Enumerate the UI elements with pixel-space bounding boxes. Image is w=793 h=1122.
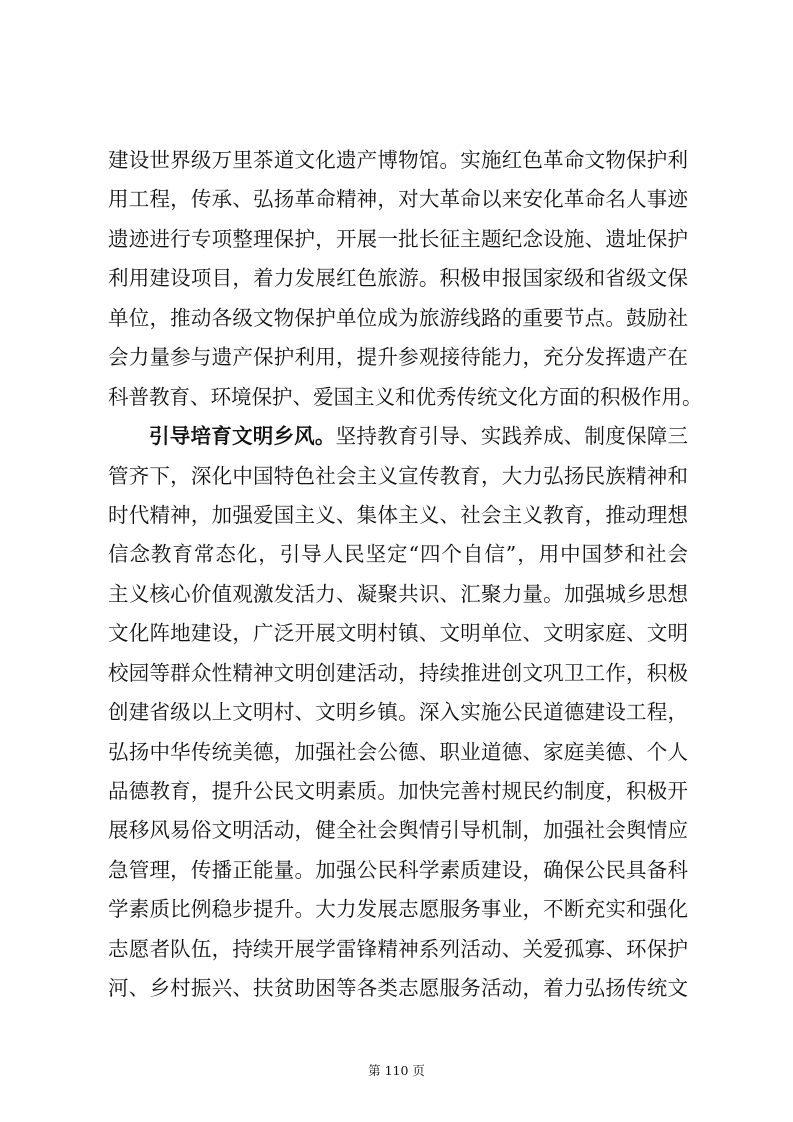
text-line: 遗迹进行专项整理保护，开展一批长征主题纪念设施、遗址保护: [108, 226, 688, 251]
text-line: 信念教育常态化，引导人民坚定“四个自信”，用中国梦和社会: [108, 542, 688, 567]
page-number: 第 110 页: [368, 1063, 425, 1078]
text-line: 管齐下，深化中国特色社会主义宣传教育，大力弘扬民族精神和: [108, 463, 688, 488]
text-line: 学素质比例稳步提升。大力发展志愿服务事业，不断充实和强化: [108, 897, 688, 922]
text-line: 单位，推动各级文物保护单位成为旅游线路的重要节点。鼓励社: [108, 305, 688, 330]
text-line: 校园等群众性精神文明创建活动，持续推进创文巩卫工作，积极: [108, 660, 688, 685]
text-line: 时代精神，加强爱国主义、集体主义、社会主义教育，推动理想: [108, 502, 688, 527]
text-line: 科普教育、环境保护、爱国主义和优秀传统文化方面的积极作用。: [108, 384, 703, 409]
text-line: 急管理，传播正能量。加强公民科学素质建设，确保公民具备科: [108, 857, 688, 882]
text-line: 志愿者队伍，持续开展学雷锋精神系列活动、关爱孤寡、环保护: [108, 936, 688, 961]
text-line-rest: 坚持教育引导、实践养成、制度保障三: [335, 424, 689, 449]
text-line: 用工程，传承、弘扬革命精神，对大革命以来安化革命名人事迹: [108, 187, 688, 212]
text-line: 河、乡村振兴、扶贫助困等各类志愿服务活动，着力弘扬传统文: [108, 976, 688, 1001]
text-line: 利用建设项目，着力发展红色旅游。积极申报国家级和省级文保: [108, 266, 688, 291]
text-line: 展移风易俗文明活动，健全社会舆情引导机制，加强社会舆情应: [108, 818, 688, 843]
document-body: [108, 141, 703, 1009]
paragraph-civilization: [108, 417, 688, 1009]
text-line: 弘扬中华传统美德，加强社会公德、职业道德、家庭美德、个人: [108, 739, 688, 764]
text-line: 会力量参与遗产保护利用，提升参观接待能力，充分发挥遗产在: [108, 345, 688, 370]
paragraph-lead-heading: 引导培育文明乡风。: [149, 424, 336, 449]
text-line: 品德教育，提升公民文明素质。加快完善村规民约制度，积极开: [108, 779, 688, 803]
paragraph-heritage: [108, 141, 703, 417]
text-line: 文化阵地建设，广泛开展文明村镇、文明单位、文明家庭、文明: [108, 621, 688, 646]
text-line: 创建省级以上文明村、文明乡镇。深入实施公民道德建设工程，: [108, 700, 688, 725]
text-line: 建设世界级万里茶道文化遗产博物馆。实施红色革命文物保护利: [108, 148, 688, 172]
text-line: 主义核心价值观激发活力、凝聚共识、汇聚力量。加强城乡思想: [108, 581, 688, 606]
text-line-first: [108, 417, 688, 456]
